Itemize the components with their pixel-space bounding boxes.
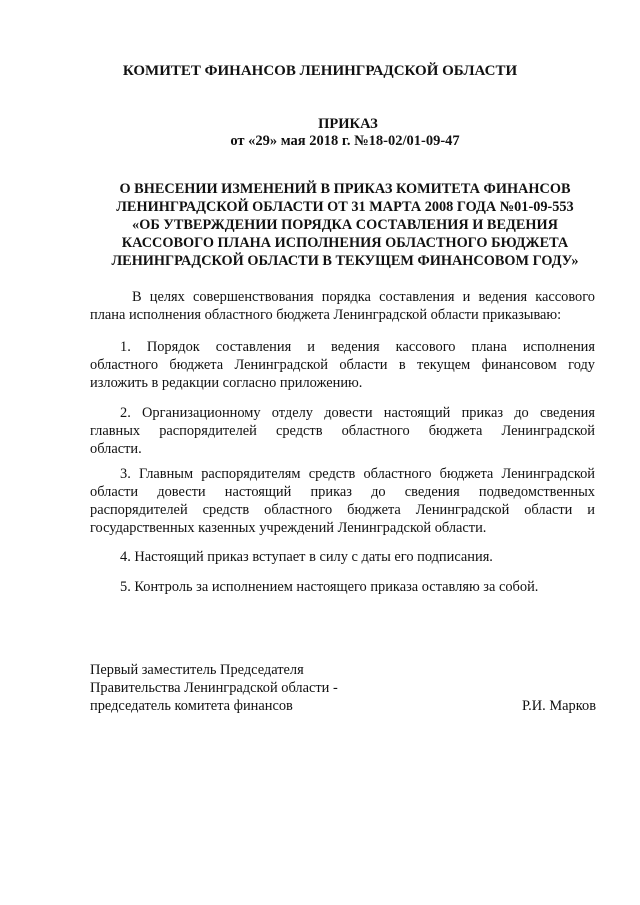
order-title-line: ЛЕНИНГРАДСКОЙ ОБЛАСТИ В ТЕКУЩЕМ ФИНАНСОВОМ ГОДУ» [111,253,579,269]
order-title-line: «ОБ УТВЕРЖДЕНИИ ПОРЯДКА СОСТАВЛЕНИЯ И ВЕДЕНИЯ [132,217,558,233]
paragraph-line: изложить в редакции согласно приложению. [90,375,363,391]
order-heading: ПРИКАЗ [318,116,378,132]
paragraph-line: 4. Настоящий приказ вступает в силу с даты его подписания. [120,549,493,565]
paragraph-line: областного бюджета Ленинградской области в текущем финансовом году [90,357,595,373]
paragraph-line: 1. Порядок составления и ведения кассового плана исполнения [120,339,595,355]
paragraph-line: В целях совершенствования порядка составления и ведения кассового [132,289,595,305]
paragraph-line: области довести настоящий приказ до сведения подведомственных [90,484,595,500]
order-item-4 [90,548,595,566]
paragraph-line: 3. Главным распорядителям средств областного бюджета Ленинградской [120,466,595,482]
order-title-line: О ВНЕСЕНИИ ИЗМЕНЕНИЙ В ПРИКАЗ КОМИТЕТА ФИНАНСОВ [119,181,571,197]
order-item-1 [90,338,595,392]
paragraph-line: распорядителей средств областного бюджета Ленинградской области и [90,502,595,518]
order-title [90,180,600,270]
paragraph-line: 2. Организационному отделу довести настоящий приказ до сведения [120,405,595,421]
order-date-number: от «29» мая 2018 г. №18-02/01-09-47 [230,133,460,149]
signatory-name: Р.И. Марков [521,698,596,714]
committee-name: КОМИТЕТ ФИНАНСОВ ЛЕНИНГРАДСКОЙ ОБЛАСТИ [122,63,518,79]
order-item-2 [90,404,595,458]
paragraph-line: государственных казенных учреждений Ленинградской области. [90,520,487,536]
paragraph-line: плана исполнения областного бюджета Ленинградской области приказываю: [90,307,562,323]
order-item-5 [90,578,595,596]
order-item-3 [90,465,595,537]
signatory-position [90,661,595,715]
paragraph-line: 5. Контроль за исполнением настоящего приказа оставляю за собой. [120,579,539,595]
paragraph-line: главных распорядителей средств областного бюджета Ленинградской [90,423,595,439]
signatory-position-line: Первый заместитель Председателя [90,662,304,678]
signatory-position-line: председатель комитета финансов [90,698,293,714]
signatory-position-line: Правительства Ленинградской области - [90,680,338,696]
intro-paragraph [90,288,595,324]
order-title-line: КАССОВОГО ПЛАНА ИСПОЛНЕНИЯ ОБЛАСТНОГО БЮДЖЕТА [121,235,569,251]
order-title-line: ЛЕНИНГРАДСКОЙ ОБЛАСТИ ОТ 31 МАРТА 2008 ГОДА №01-09-553 [116,199,574,215]
paragraph-line: области. [90,441,142,457]
